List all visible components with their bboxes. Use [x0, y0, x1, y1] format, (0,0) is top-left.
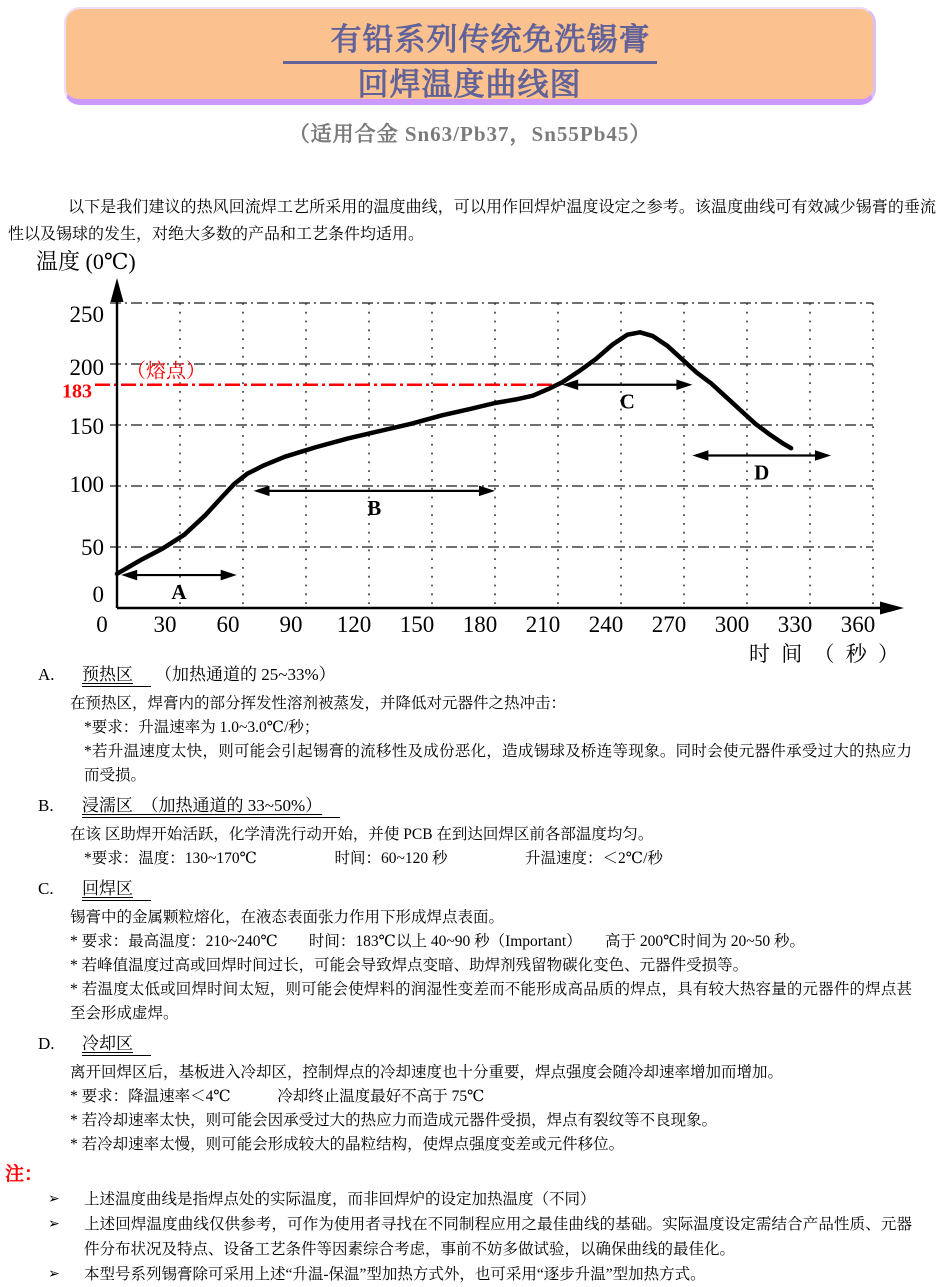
section-title-underlined — [82, 796, 340, 818]
zone-D-label: D — [754, 460, 770, 485]
section-body — [0, 906, 940, 1026]
y-tick-label-0: 0 — [92, 582, 104, 607]
section-title-suffix: （加热通道的 25~33%） — [155, 665, 336, 684]
x-tick-label-60: 60 — [216, 612, 240, 637]
arrow-bullet-icon: ➢ — [48, 1267, 60, 1282]
x-axis-arrowhead — [880, 602, 904, 615]
x-tick-label-240: 240 — [588, 612, 624, 637]
x-tick-label-330: 330 — [777, 612, 813, 637]
notes-label: 注： — [5, 1164, 44, 1185]
section-letter: C. — [38, 879, 54, 898]
section-c — [0, 877, 940, 1026]
section-title: 回焊区 — [82, 879, 151, 901]
title-underline — [283, 20, 657, 64]
x-tick-label-150: 150 — [399, 612, 435, 637]
x-axis-title: 时 间 （ 秒 ） — [749, 642, 902, 666]
x-tick-label-120: 120 — [336, 612, 372, 637]
y-tick-label-150: 150 — [69, 414, 104, 439]
note-item — [0, 1187, 940, 1212]
section-text-line: 在预热区，焊膏内的部分挥发性溶剂被蒸发，并降低对元器件之热冲击： — [70, 695, 567, 712]
section-heading — [0, 663, 940, 687]
section-heading — [0, 794, 940, 818]
y-tick-label-200: 200 — [69, 355, 104, 380]
zone-A-arrowhead-right — [221, 570, 237, 581]
section-letter: D. — [38, 1034, 55, 1053]
section-b — [0, 794, 940, 871]
temperature-curve — [117, 332, 791, 574]
y-tick-label-100: 100 — [69, 472, 104, 497]
zone-B-arrowhead-right — [479, 486, 495, 497]
section-letter: B. — [38, 796, 54, 815]
section-body — [0, 692, 940, 788]
melting-point-label: （熔点） — [126, 360, 206, 383]
zone-C-arrowhead-right — [676, 379, 692, 390]
section-text-line: * 若冷却速率太慢，则可能会形成较大的晶粒结构，使焊点强度变差或元件移位。 — [70, 1136, 625, 1153]
section-text-line: * 若冷却速率太快，则可能会因承受过大的热应力而造成元器件受损，焊点有裂纹等不良现象。 — [70, 1112, 718, 1129]
title-series-rest: 系列传统免洗锡膏 — [394, 22, 651, 57]
section-text-line: *要求：升温速率为 1.0~3.0℃/秒； — [84, 719, 320, 736]
section-text-line: 离开回焊区后，基板进入冷却区，控制焊点的冷却速度也十分重要，焊点强度会随冷却速率增加而增加。 — [70, 1064, 784, 1081]
section-text-line: * 要求：最高温度：210~240℃ 时间：183℃以上 40~90 秒（Important） 高于 200℃时间为 20~50 秒。 — [70, 933, 806, 950]
section-a — [0, 663, 940, 788]
section-title: 预热区 — [82, 665, 151, 687]
note-item — [0, 1212, 940, 1262]
zone-B-label: B — [367, 495, 382, 520]
x-tick-label-0: 0 — [96, 612, 108, 637]
section-text-line: 锡膏中的金属颗粒熔化，在液态表面张力作用下形成焊点表面。 — [70, 909, 505, 926]
section-title: 浸濡区 — [82, 796, 133, 815]
intro-paragraph: 以下是我们建议的热风回流焊工艺所采用的温度曲线，可以用作回焊炉温度设定之参考。该温度曲线可有效减少锡膏的垂流性以及锡球的发生，对绝大多数的产品和工艺条件均适用。 — [8, 199, 936, 243]
x-tick-label-180: 180 — [462, 612, 498, 637]
note-text: 上述回焊温度曲线仅供参考，可作为使用者寻找在不同制程应用之最佳曲线的基础。实际温度设定需结合产品性质、元器件分布状况及特点、设备工艺条件等因素综合考虑，事前不妨多做试验，以确保曲线的最佳化。 — [84, 1216, 912, 1258]
section-text-line: * 若峰值温度过高或回焊时间过长，可能会导致焊点变暗、助焊剂残留物碳化变色、元器件受损等。 — [70, 957, 749, 974]
y-axis-arrowhead — [111, 278, 124, 302]
section-heading — [0, 1032, 940, 1056]
reflow-temperature-chart — [36, 242, 940, 672]
title-series-name: 有铅 — [330, 22, 395, 57]
notes-section — [0, 1163, 940, 1287]
section-text-line: * 若温度太低或回焊时间太短，则可能会使焊料的润湿性变差而不能形成高品质的焊点，具有较大热容量的元器件的焊点甚至会形成虚焊。 — [70, 981, 912, 1022]
x-tick-label-90: 90 — [279, 612, 303, 637]
section-letter: A. — [38, 665, 55, 684]
note-text: 本型号系列锡膏除可采用上述“升温-保温”型加热方式外，也可采用“逐步升温”型加热方式。 — [84, 1266, 706, 1283]
title-line-1 — [66, 20, 873, 64]
title-banner — [64, 7, 876, 105]
zone-D-arrowhead-right — [815, 450, 831, 461]
section-text-line: 在该 区助焊开始活跃，化学清洗行动开始，并使 PCB 在到达回焊区前各部温度均匀。 — [70, 826, 654, 843]
zone-A-label: A — [171, 580, 187, 605]
title-line-2: 回焊温度曲线图 — [357, 67, 582, 102]
y-axis-title: 温度 (0℃) — [36, 249, 136, 274]
zone-D-arrowhead-left — [692, 450, 708, 461]
arrow-bullet-icon: ➢ — [48, 1192, 60, 1207]
section-title: 冷却区 — [82, 1034, 151, 1056]
melting-point-value: 183 — [62, 380, 92, 403]
note-item — [0, 1262, 940, 1287]
section-text-line: * 要求：降温速率＜4℃ 冷却终止温度最好不高于 75℃ — [70, 1088, 485, 1105]
alloy-subtitle: （适用合金 Sn63/Pb37，Sn55Pb45） — [288, 122, 652, 146]
section-body — [0, 823, 940, 871]
section-text-line: *若升温速度太快，则可能会引起锡膏的流移性及成份恶化，造成锡球及桥连等现象。同时会使元器件承受过大的热应力而受损。 — [84, 743, 912, 784]
x-tick-label-210: 210 — [525, 612, 561, 637]
x-tick-label-300: 300 — [714, 612, 750, 637]
note-text: 上述温度曲线是指焊点处的实际温度，而非回焊炉的设定加热温度（不同） — [84, 1191, 596, 1208]
zone-B-arrowhead-left — [254, 486, 270, 497]
y-tick-label-50: 50 — [81, 535, 104, 560]
section-d — [0, 1032, 940, 1157]
arrow-bullet-icon: ➢ — [48, 1217, 60, 1232]
section-body — [0, 1061, 940, 1157]
x-tick-label-360: 360 — [840, 612, 876, 637]
section-title-suffix: （加热通道的 33~50%） — [150, 796, 323, 815]
x-tick-label-30: 30 — [153, 612, 177, 637]
y-tick-label-250: 250 — [69, 302, 104, 327]
section-heading — [0, 877, 940, 901]
zone-C-label: C — [619, 389, 635, 414]
section-text-line: *要求：温度：130~170℃ 时间：60~120 秒 升温速度：＜2℃/秒 — [84, 850, 663, 867]
x-tick-label-270: 270 — [651, 612, 687, 637]
zone-descriptions — [0, 655, 940, 1287]
